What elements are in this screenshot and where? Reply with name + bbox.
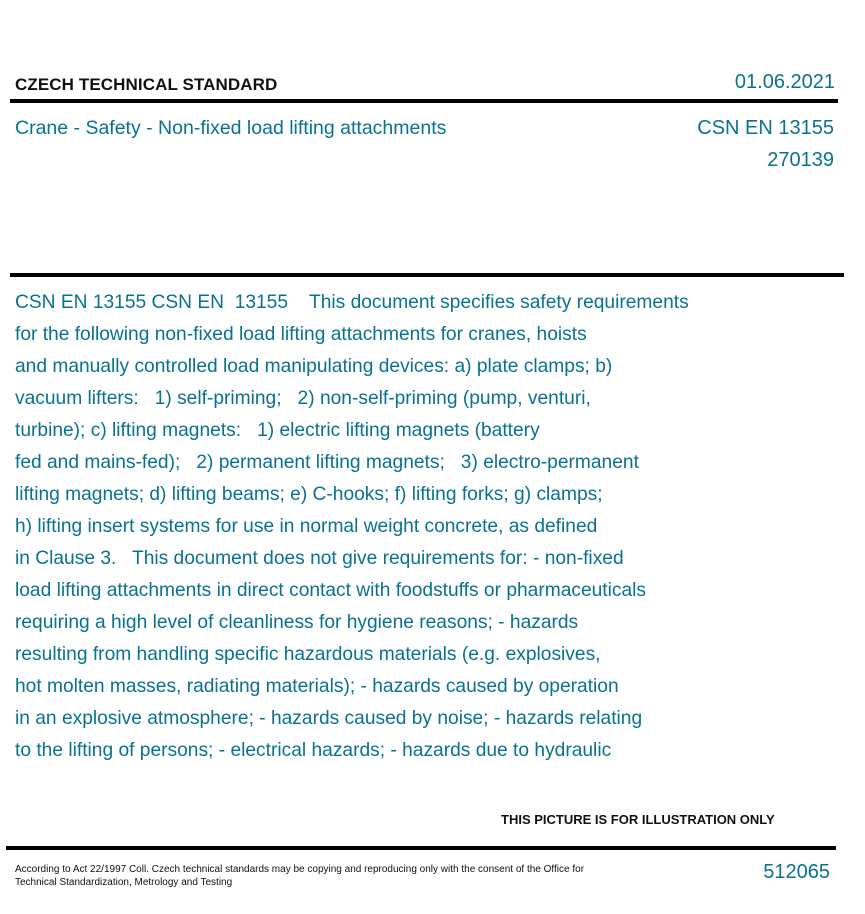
standard-title: Crane - Safety - Non-fixed load lifting attachments <box>15 117 447 139</box>
document-number: 512065 <box>763 861 830 883</box>
header-divider <box>10 99 838 103</box>
abstract-line: in Clause 3. This document does not give requirements for: - non-fixed <box>15 548 624 569</box>
legal-note: According to Act 22/1997 Coll. Czech technical standards may be copying and reproducing only with the consent of the Office for Technical Standardization, Metrology and Testing <box>15 864 585 888</box>
abstract-line: requiring a high level of cleanliness for hygiene reasons; - hazards <box>15 612 579 633</box>
abstract-line: hot molten masses, radiating materials); - hazards caused by operation <box>15 676 619 697</box>
abstract-line: to the lifting of persons; - electrical hazards; - hazards due to hydraulic <box>15 740 612 761</box>
section-divider <box>10 273 844 277</box>
abstract-line: turbine); c) lifting magnets: 1) electric lifting magnets (battery <box>15 420 540 441</box>
publication-date: 01.06.2021 <box>734 71 835 93</box>
abstract-line: lifting magnets; d) lifting beams; e) C-hooks; f) lifting forks; g) clamps; <box>15 484 603 505</box>
abstract-line: for the following non-fixed load lifting attachments for cranes, hoists <box>15 324 587 345</box>
footer-divider <box>6 846 836 850</box>
abstract-line: in an explosive atmosphere; - hazards caused by noise; - hazards relating <box>15 708 643 729</box>
standard-code: CSN EN 13155 <box>697 117 834 139</box>
classification-number: 270139 <box>767 149 834 171</box>
abstract-line: h) lifting insert systems for use in normal weight concrete, as defined <box>15 516 598 537</box>
abstract-text <box>15 287 845 767</box>
illustration-disclaimer: THIS PICTURE IS FOR ILLUSTRATION ONLY <box>501 812 775 827</box>
abstract-line: and manually controlled load manipulating devices: a) plate clamps; b) <box>15 356 613 377</box>
abstract-line: resulting from handling specific hazardous materials (e.g. explosives, <box>15 644 601 665</box>
abstract-line: load lifting attachments in direct contact with foodstuffs or pharmaceuticals <box>15 580 647 601</box>
abstract-line: fed and mains-fed); 2) permanent lifting magnets; 3) electro-permanent <box>15 452 639 473</box>
abstract-line: CSN EN 13155 CSN EN 13155 This document specifies safety requirements <box>15 292 689 313</box>
abstract-line: vacuum lifters: 1) self-priming; 2) non-self-priming (pump, venturi, <box>15 388 591 409</box>
document-type-heading: CZECH TECHNICAL STANDARD <box>15 75 278 94</box>
